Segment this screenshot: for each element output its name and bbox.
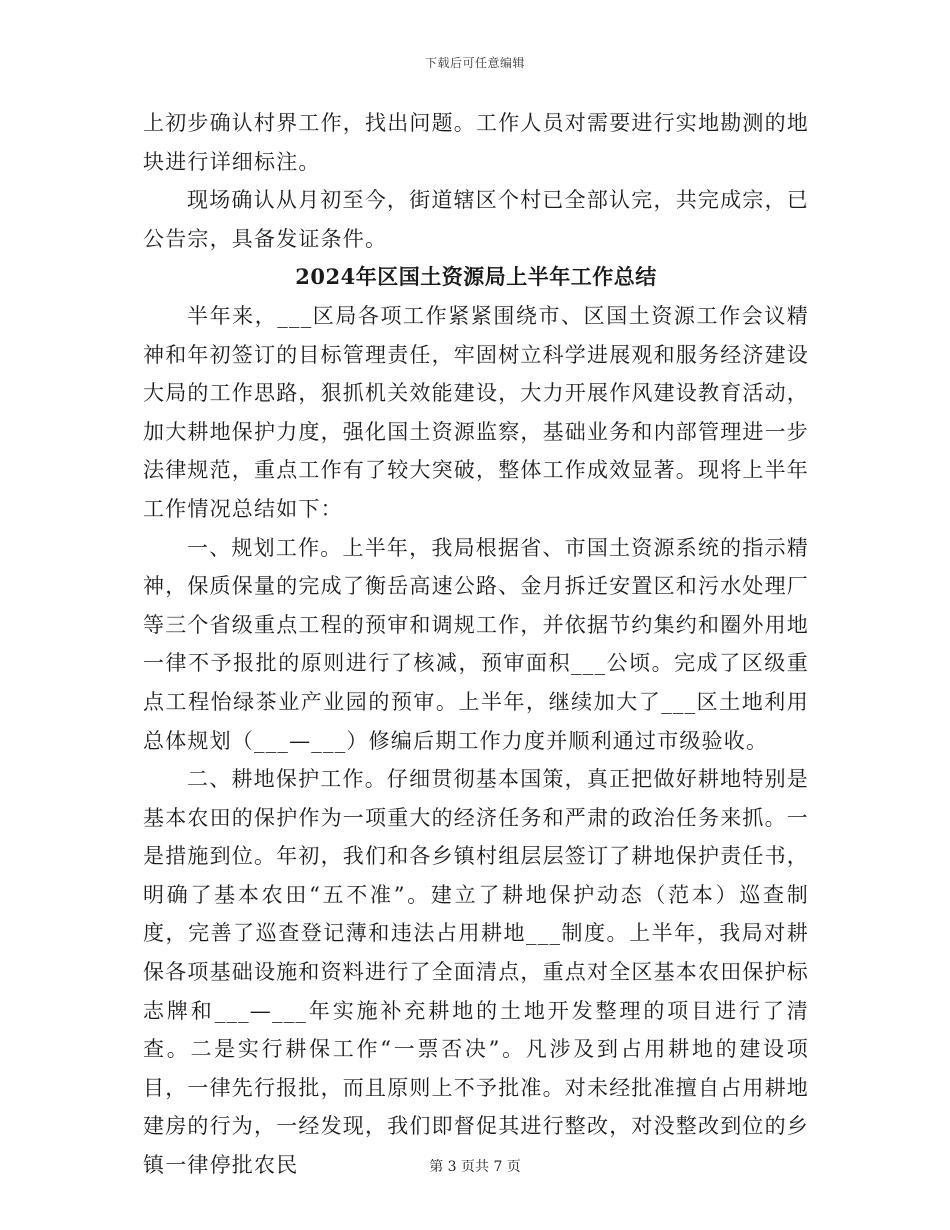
paragraph-site-confirmation: 现场确认从月初至今，街道辖区个村已全部认完，共完成宗，已公告宗，具备发证条件。 — [143, 188, 809, 251]
paragraph-planning-work: 一、规划工作。上半年，我局根据省、市国土资源系统的指示精神，保质保量的完成了衡岳高速公路、金月拆迁安置区和污水处理厂等三个省级重点工程的预审和调规工作，并依据节约集约和圈外用地一律不予报批的原则进行了核减，预审面积___公顷。完成了区级重点工程怡绿茶业产业园的预审。上半年，继续加大了___区土地利用总体规划（___—___）修编后期工作力度并顺利通过市级验收。 — [143, 535, 809, 753]
page-footer: 第 3 页共 7 页 — [429, 1159, 521, 1175]
paragraph-continuation: 上初步确认村界工作，找出问题。工作人员对需要进行实地勘测的地块进行详细标注。 — [143, 111, 809, 174]
document-title: 2024年区国土资源局上半年工作总结 — [295, 264, 657, 290]
page-header: 下载后可任意编辑 — [424, 56, 525, 70]
document-body — [143, 104, 809, 1185]
paragraph-farmland-protection: 二、耕地保护工作。仔细贯彻基本国策，真正把做好耕地特别是基本农田的保护作为一项重大的经济任务和严肃的政治任务来抓。一是措施到位。年初，我们和各乡镇村组层层签订了耕地保护责任书，明确了基本农田“五不准”。建立了耕地保护动态（范本）巡查制度，完善了巡查登记薄和违法占用耕地___制度。上半年，我局对耕保各项基础设施和资料进行了全面清点，重点对全区基本农田保护标志牌和___—___年实施补充耕地的土地开发整理的项目进行了清查。二是实行耕保工作“一票否决”。凡涉及到占用耕地的建设项目，一律先行报批，而且原则上不予批准。对未经批准擅自占用耕地建房的行为，一经发现，我们即督促其进行整改，对没整改到位的乡镇一律停批农民 — [143, 767, 809, 1178]
paragraph-intro: 半年来，___区局各项工作紧紧围绕市、区国土资源工作会议精神和年初签订的目标管理责任，牢固树立科学进展观和服务经济建设大局的工作思路，狠抓机关效能建设，大力开展作风建设教育活动，加大耕地保护力度，强化国土资源监察，基础业务和内部管理进一步法律规范，重点工作有了较大突破，整体工作成效显著。现将上半年工作情况总结如下： — [143, 303, 809, 521]
